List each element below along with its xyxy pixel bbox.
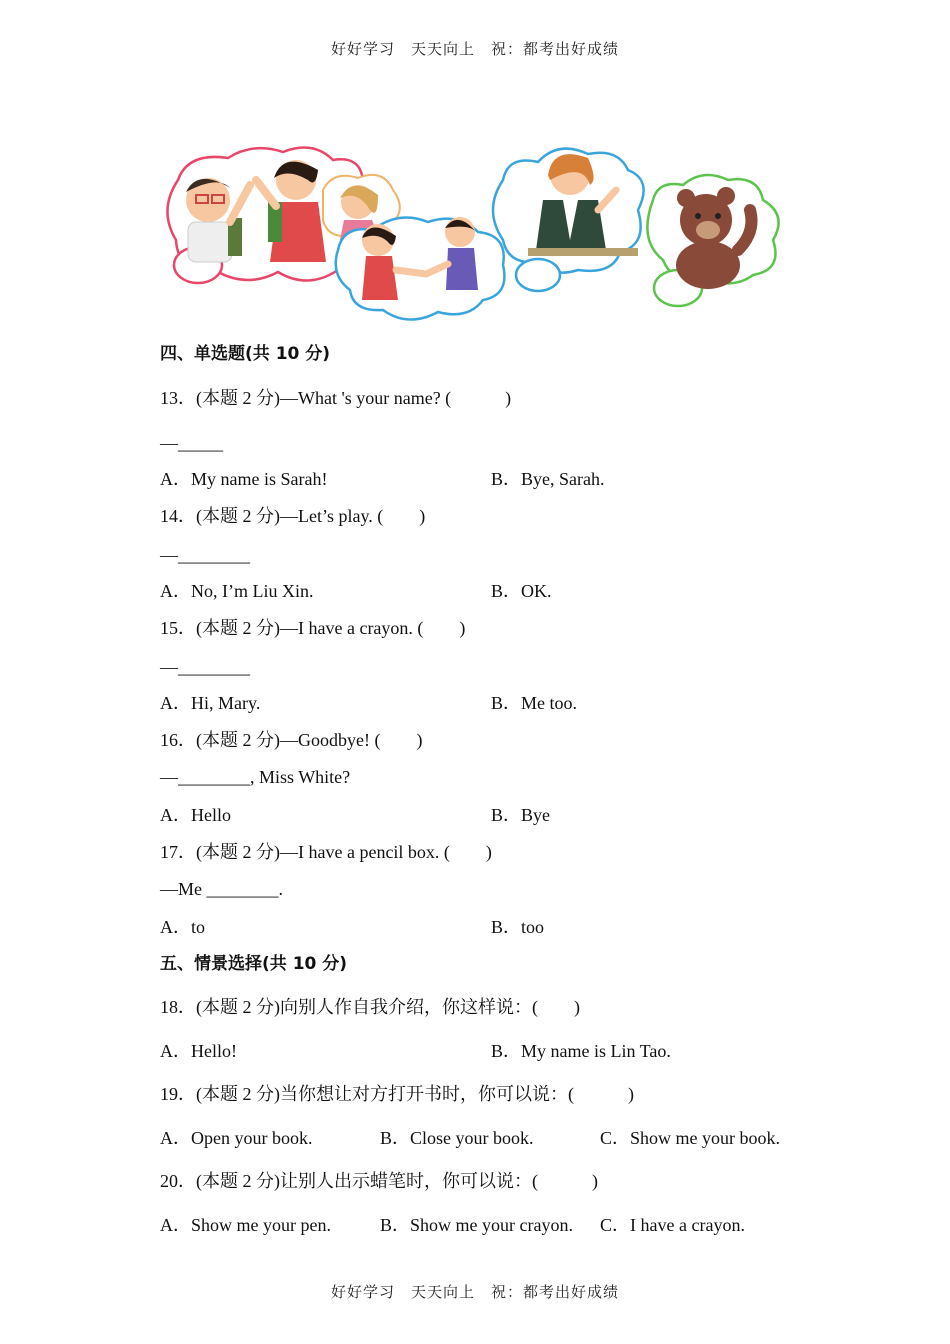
question-19-option-a: A．Open your book. — [160, 1128, 313, 1148]
question-14-stem: 14．(本题 2 分)—Let’s play. ( ) — [160, 506, 426, 526]
question-20-stem: 20．(本题 2 分)让别人出示蜡笔时，你可以说：( ) — [160, 1171, 598, 1191]
blue-bubble — [336, 218, 505, 320]
question-13-option-a: A．My name is Sarah! — [160, 469, 328, 489]
illustration — [158, 140, 788, 330]
question-20-option-b: B．Show me your crayon. — [380, 1215, 573, 1235]
question-17-option-b: B．too — [491, 917, 545, 937]
question-19-option-c: C．Show me your book. — [600, 1128, 780, 1148]
question-18-stem: 18．(本题 2 分)向别人作自我介绍，你这样说：( ) — [160, 997, 580, 1017]
question-17-stem: 17．(本题 2 分)—I have a pencil box. ( ) — [160, 842, 492, 862]
question-13-stem: 13．(本题 2 分)—What 's your name? ( ) — [160, 388, 512, 408]
question-20-option-c: C．I have a crayon. — [600, 1215, 745, 1235]
question-15-option-a: A．Hi, Mary. — [160, 693, 261, 713]
question-18-option-b: B．My name is Lin Tao. — [491, 1041, 671, 1061]
question-13-option-b: B．Bye, Sarah. — [491, 469, 605, 489]
question-19-stem: 19．(本题 2 分)当你想让对方打开书时，你可以说：( ) — [160, 1084, 634, 1104]
question-16-answer-line: —________, Miss White? — [160, 767, 351, 787]
question-16-option-b: B．Bye — [491, 805, 551, 825]
question-15-answer-line: —________ — [160, 657, 250, 677]
question-18-option-a: A．Hello! — [160, 1041, 237, 1061]
question-16-option-a: A．Hello — [160, 805, 231, 825]
question-20-option-a: A．Show me your pen. — [160, 1215, 331, 1235]
question-13-answer-line: —_____ — [160, 433, 223, 453]
question-16-stem: 16．(本题 2 分)—Goodbye! ( ) — [160, 730, 423, 750]
section-4-title: 四、单选题(共 10 分) — [160, 344, 331, 364]
section-5-title: 五、情景选择(共 10 分) — [160, 954, 348, 974]
page-footer: 好好学习 天天向上 祝：都考出好成绩 — [330, 1283, 619, 1301]
page-header: 好好学习 天天向上 祝：都考出好成绩 — [330, 40, 619, 58]
question-19-option-b: B．Close your book. — [380, 1128, 534, 1148]
question-15-option-b: B．Me too. — [491, 693, 578, 713]
question-17-option-a: A．to — [160, 917, 205, 937]
question-14-answer-line: —________ — [160, 545, 250, 565]
question-17-answer-line: —Me ________. — [160, 879, 283, 899]
question-15-stem: 15．(本题 2 分)—I have a crayon. ( ) — [160, 618, 466, 638]
question-14-option-a: A．No, I’m Liu Xin. — [160, 581, 314, 601]
question-14-option-b: B．OK. — [491, 581, 552, 601]
